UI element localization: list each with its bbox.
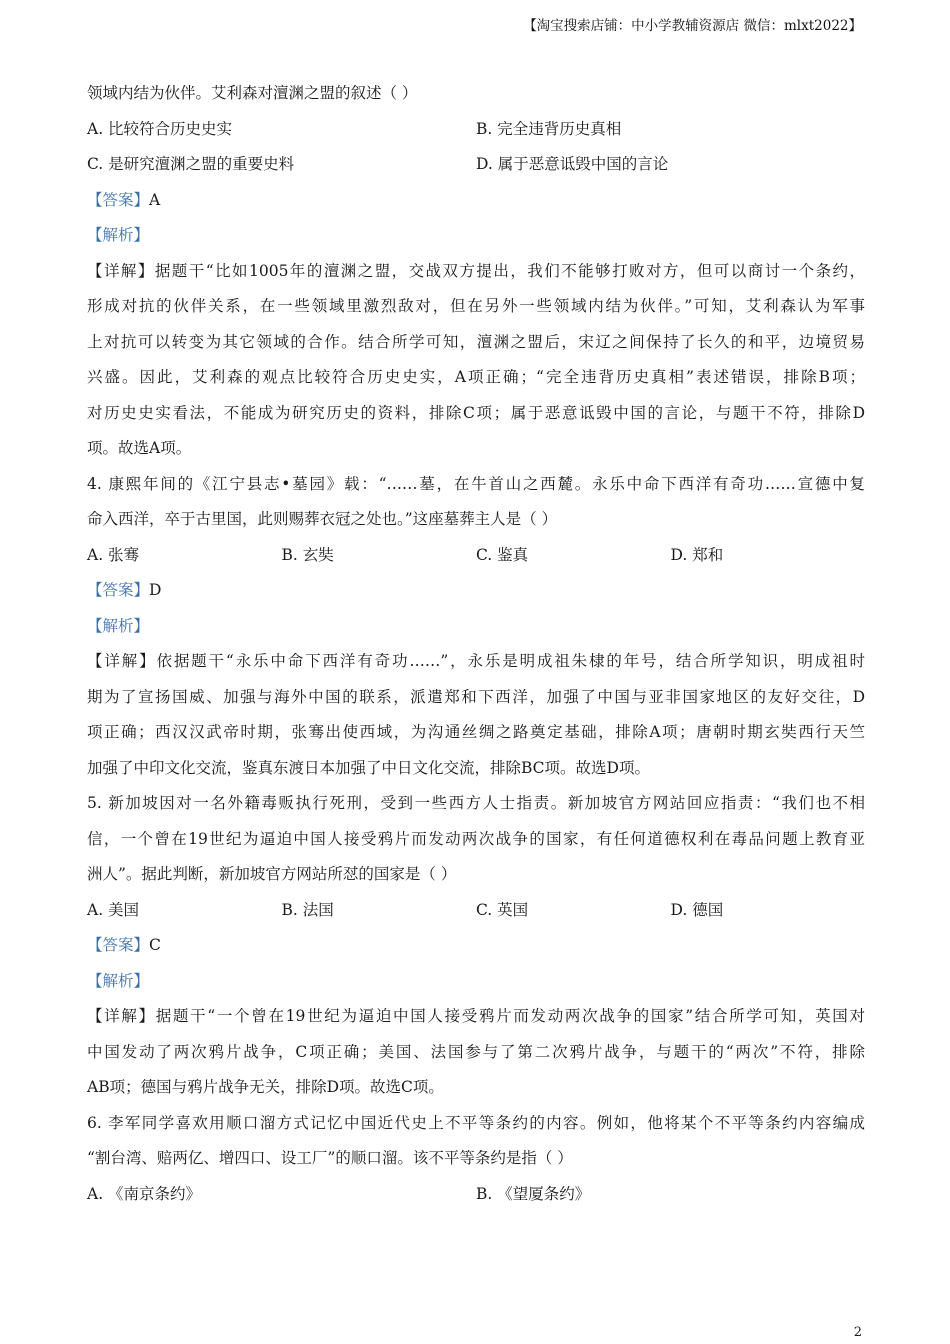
q3-detail-line: 对历史史实看法，不能成为研究历史的资料，排除C项；属于恶意诋毁中国的言论，与题干不符，排除D <box>87 403 865 422</box>
q4-analysis-tag: 【解析】 <box>87 616 150 635</box>
q4-stem-last: 命入西洋，卒于古里国，此则赐葬衣冠之处也。”这座墓葬主人是（ ） <box>87 510 558 528</box>
q3-detail-last: 项。故选A项。 <box>87 439 192 457</box>
q5-option-c: C. 英国 <box>476 900 529 919</box>
q3-answer-line <box>87 183 865 219</box>
q5-analysis-tag: 【解析】 <box>87 971 150 990</box>
q6-options-row-1 <box>87 1177 865 1213</box>
q4-detail-line: 期为了宣扬国威、加强与海外中国的联系，派遣郑和下西洋，加强了中国与亚非国家地区的友好交往，D <box>87 687 865 706</box>
q5-option-b: B. 法国 <box>281 900 334 919</box>
q5-option-a: A. 美国 <box>87 900 140 919</box>
q4-options <box>87 538 865 574</box>
q4-stem-line: 4. 康熙年间的《江宁县志•墓园》载：“……墓，在牛首山之西麓。永乐中命下西洋有奇功……宣德中复 <box>87 474 865 493</box>
q5-answer: C <box>149 936 161 954</box>
q5-answer-line <box>87 928 865 964</box>
q4-detail-line: 【详解】依据题干“永乐中命下西洋有奇功……”，永乐是明成祖朱棣的年号，结合所学知识，明成祖时 <box>87 652 865 670</box>
q5-stem-line: 信，一个曾在19世纪为逼迫中国人接受鸦片而发动两次战争的国家，有任何道德权利在毒品问题上教育亚 <box>87 829 865 848</box>
q3-answer-tag: 【答案】 <box>87 190 150 209</box>
q3-detail-line: 上对抗可以转变为其它领域的合作。结合所学可知，澶渊之盟后，宋辽之间保持了长久的和平，边境贸易 <box>87 332 865 351</box>
q4-answer: D <box>149 581 162 599</box>
q4-option-d: D. 郑和 <box>670 545 724 564</box>
q4-detail-line: 项正确；西汉汉武帝时期，张骞出使西域，为沟通丝绸之路奠定基础，排除A项；唐朝时期玄奘西行天竺 <box>87 723 865 741</box>
q3-analysis-tag: 【解析】 <box>87 226 150 244</box>
q5-stem-line: 5. 新加坡因对一名外籍毒贩执行死刑，受到一些西方人士指责。新加坡官方网站回应指责：“我们也不相 <box>87 794 865 812</box>
q5-option-d: D. 德国 <box>670 900 724 919</box>
q3-detail-line: 形成对抗的伙伴关系，在一些领域里激烈敌对，但在另外一些领域内结为伙伴。”可知，艾利森认为军事 <box>87 297 865 315</box>
q5-detail-last: AB项；德国与鸦片战争无关，排除D项。故选C项。 <box>87 1078 444 1096</box>
q3-option-b: B. 完全违背历史真相 <box>476 119 622 138</box>
q3-options-row-2 <box>87 147 865 183</box>
q3-stem-tail: 领域内结为伙伴。艾利森对澶渊之盟的叙述（ ） <box>87 84 418 102</box>
q5-stem-last: 洲人”。据此判断，新加坡官方网站所怼的国家是（ ） <box>87 865 457 883</box>
content-body <box>87 76 865 1212</box>
q6-option-a: A. 《南京条约》 <box>87 1184 202 1203</box>
q3-answer: A <box>149 190 161 209</box>
q4-option-a: A. 张骞 <box>87 545 140 564</box>
q3-option-a: A. 比较符合历史史实 <box>87 119 233 138</box>
header-note: 【淘宝搜索店铺：中小学教辅资源店 微信：mlxt2022】 <box>523 18 862 34</box>
q6-stem-line: 6. 李军同学喜欢用顺口溜方式记忆中国近代史上不平等条约的内容。例如，他将某个不平等条约内容编成 <box>87 1113 865 1132</box>
q5-detail-line: 中国发动了两次鸦片战争，C项正确；美国、法国参与了第二次鸦片战争，与题干的“两次”不符，排除 <box>87 1042 865 1061</box>
q3-detail-line: 兴盛。因此，艾利森的观点比较符合历史史实，A项正确；“完全违背历史真相”表述错误，排除B项； <box>87 368 865 386</box>
q3-option-c: C. 是研究澶渊之盟的重要史料 <box>87 155 295 173</box>
q6-option-b: B. 《望厦条约》 <box>476 1184 591 1203</box>
q6-stem-last: “割台湾、赔两亿、增四口、设工厂”的顺口溜。该不平等条约是指（ ） <box>87 1149 573 1167</box>
q4-option-c: C. 鉴真 <box>476 545 529 564</box>
q5-answer-tag: 【答案】 <box>87 936 150 954</box>
q3-detail-line: 【详解】据题干“比如1005年的澶渊之盟，交战双方提出，我们不能够打败对方，但可以商讨一个条约， <box>87 261 865 280</box>
q3-option-d: D. 属于恶意诋毁中国的言论 <box>476 155 669 173</box>
q4-option-b: B. 玄奘 <box>281 545 334 564</box>
q3-options-row-1 <box>87 112 865 148</box>
q4-answer-tag: 【答案】 <box>87 581 150 599</box>
q4-detail-last: 加强了中印文化交流，鉴真东渡日本加强了中日文化交流，排除BC项。故选D项。 <box>87 758 650 777</box>
q4-answer-line <box>87 573 865 609</box>
page-number: 2 <box>853 1325 862 1340</box>
q5-options <box>87 893 865 929</box>
q5-detail-line: 【详解】据题干“一个曾在19世纪为逼迫中国人接受鸦片而发动两次战争的国家”结合所学可知，英国对 <box>87 1007 865 1025</box>
